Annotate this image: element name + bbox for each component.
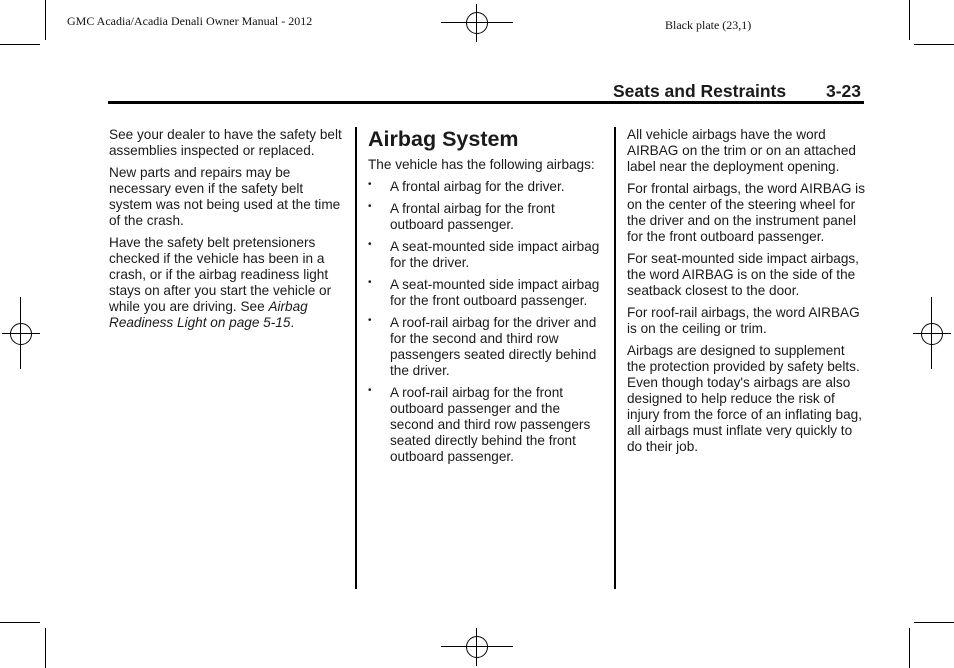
paragraph: New parts and repairs may be necessary even if the safety belt system was not being used at the time of the crash. xyxy=(109,165,341,228)
manual-title: GMC Acadia/Acadia Denali Owner Manual - 2012 xyxy=(67,14,313,28)
bullet-icon: • xyxy=(368,201,372,212)
crop-mark-br-h xyxy=(914,622,954,623)
list-item: • A frontal airbag for the driver. xyxy=(368,179,565,194)
bullet-icon: • xyxy=(368,277,372,288)
crop-mark-bl-v xyxy=(45,628,46,668)
crop-mark-bl-h xyxy=(0,622,40,623)
list-item: • A seat-mounted side impact airbag for the front outboard passenger. xyxy=(368,277,600,308)
list-item: • A roof-rail airbag for the driver and for the second and third row passengers seated directly behind the driver. xyxy=(368,315,597,378)
section-title: Seats and Restraints xyxy=(613,81,787,101)
paragraph: Have the safety belt pretensioners checked if the vehicle has been in a crash, or if the airbag readiness light stays on after you start the vehicle or while you are driving. See Airbag Readiness Light on page 5-15. xyxy=(109,235,332,330)
page-title: Airbag System xyxy=(368,127,519,151)
bullet-icon: • xyxy=(368,315,372,326)
bullet-icon: • xyxy=(368,179,372,190)
crop-mark-tl-h xyxy=(0,44,40,45)
bullet-icon: • xyxy=(368,239,372,250)
paragraph: For roof-rail airbags, the word AIRBAG is on the ceiling or trim. xyxy=(627,305,860,336)
paragraph: For seat-mounted side impact airbags, the word AIRBAG is on the side of the seatback closest to the door. xyxy=(627,251,859,298)
crop-mark-tr-h xyxy=(914,44,954,45)
crop-mark-tr-v xyxy=(909,0,910,40)
column-divider xyxy=(355,127,357,589)
paragraph: All vehicle airbags have the word AIRBAG on the trim or on an attached label near the deployment opening. xyxy=(627,127,856,174)
list-item: • A seat-mounted side impact airbag for the driver. xyxy=(368,239,600,270)
airbag-list xyxy=(368,179,606,465)
list-item: • A roof-rail airbag for the front outboard passenger and the second and third row passengers seated directly behind the front outboard passenger. xyxy=(368,385,591,464)
header-rule xyxy=(108,101,864,104)
paragraph: The vehicle has the following airbags: xyxy=(368,157,595,172)
column-middle xyxy=(368,127,606,471)
column-right xyxy=(627,127,865,461)
crop-mark-tl-v xyxy=(45,0,46,40)
paragraph: For frontal airbags, the word AIRBAG is on the center of the steering wheel for the driver and on the instrument panel for the front outboard passenger. xyxy=(627,181,865,244)
cross-reference-link[interactable]: Airbag Readiness Light on page 5-15 xyxy=(109,299,308,330)
paragraph: Airbags are designed to supplement the protection provided by safety belts. Even though today's airbags are also designed to help reduce the risk of injury from the force of an inflating bag, all airbags must inflate very quickly to do their job. xyxy=(627,343,862,454)
page-number: 3-23 xyxy=(826,81,862,101)
bullet-icon: • xyxy=(368,385,372,396)
paragraph: See your dealer to have the safety belt assemblies inspected or replaced. xyxy=(109,127,342,158)
crop-mark-br-v xyxy=(909,628,910,668)
plate-label: Black plate (23,1) xyxy=(665,18,752,32)
column-left xyxy=(109,127,349,337)
list-item: • A frontal airbag for the front outboard passenger. xyxy=(368,201,555,232)
column-divider xyxy=(614,127,616,589)
